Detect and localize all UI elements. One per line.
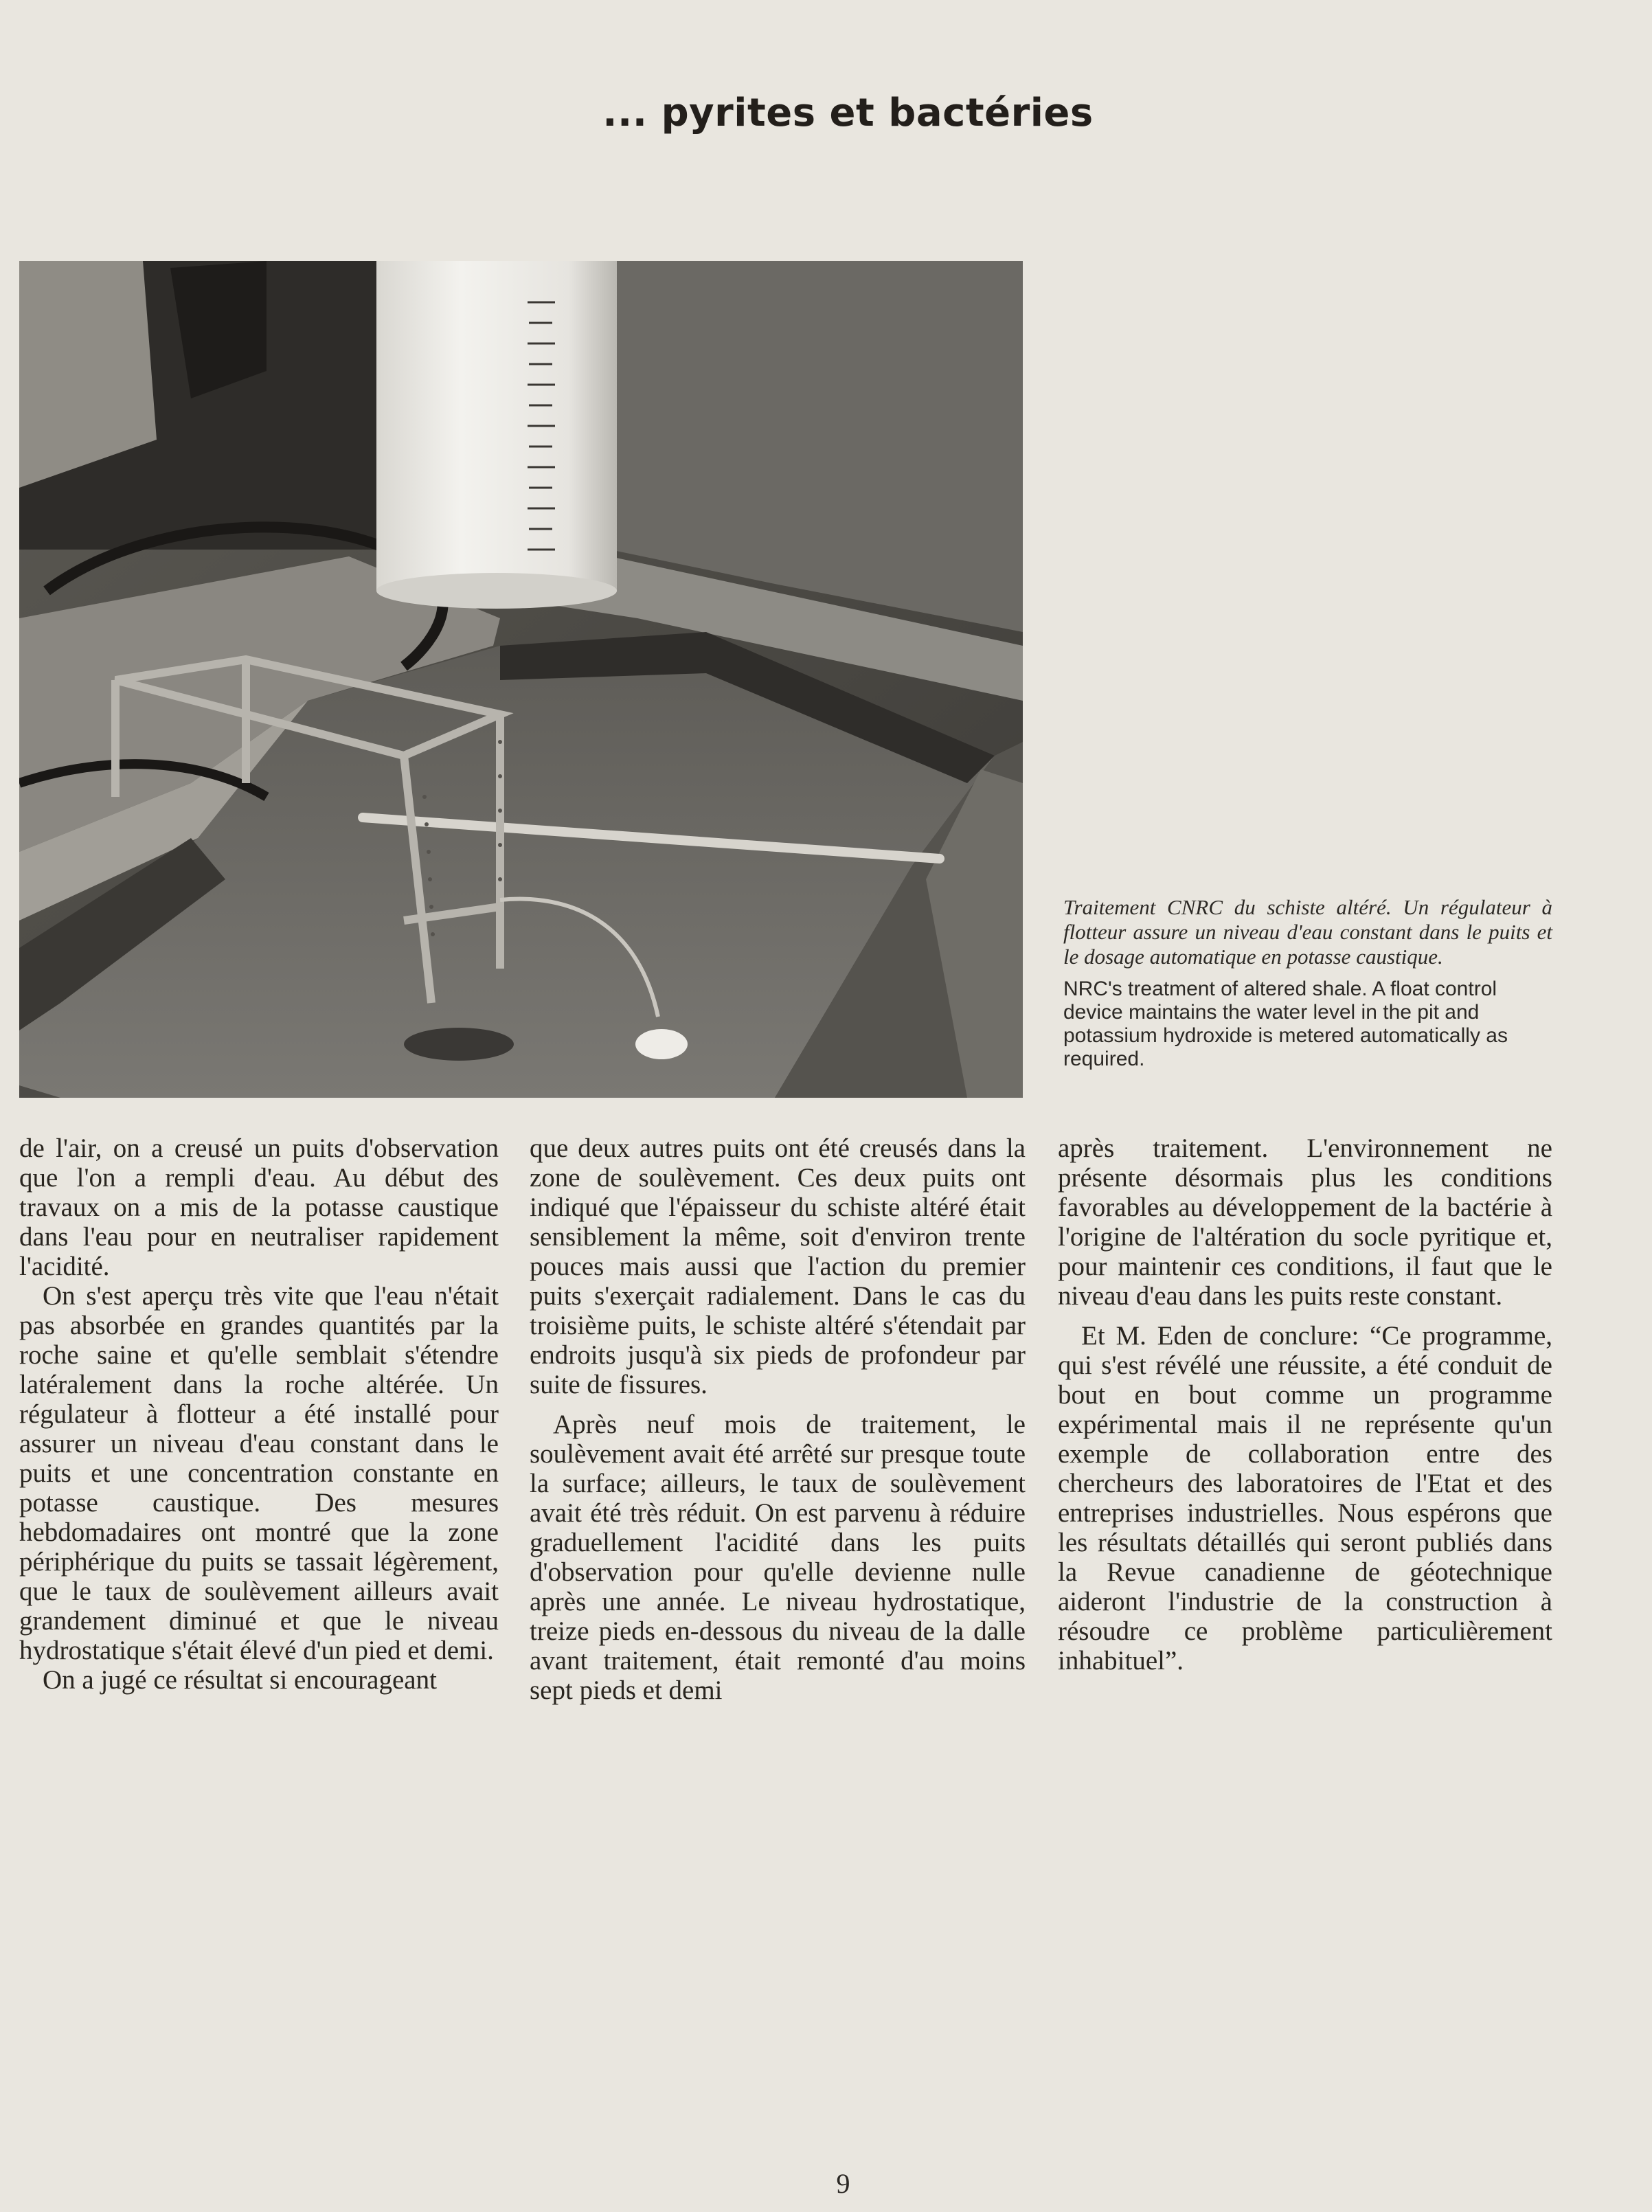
photo-caption [1063, 895, 1552, 1071]
page-title: ... pyrites et bactéries [602, 91, 1094, 135]
paragraph: On s'est aperçu très vite que l'eau n'était pas absorbée en grandes quantités par la roche saine et qu'elle semblait s'étendre latéralement dans la roche altérée. Un régulateur à flotteur a été installé pour assurer un niveau d'eau constant dans le puits et une concentration constante en potasse caustique. Des mesures hebdomadaires ont montré que la zone périphérique du puits se tassait légèrement, que le taux de soulèvement ailleurs avait grandement diminué et que le niveau hydrostatique s'était élevé d'un pied et demi. [19, 1281, 499, 1665]
caption-french: Traitement CNRC du schiste altéré. Un régulateur à flotteur assure un niveau d'eau constant dans le puits et le dosage automatique en potasse caustique. [1063, 895, 1552, 969]
page-number: 9 [836, 2168, 850, 2199]
text-column-3 [1058, 1133, 1552, 1675]
paragraph: On a jugé ce résultat si encourageant [43, 1665, 437, 1695]
treatment-pit-photo [19, 261, 1023, 1098]
caption-english: NRC's treatment of altered shale. A float control device maintains the water level in the pit and potassium hydroxide is metered automatically as required. [1063, 978, 1508, 1070]
paragraph: que deux autres puits ont été creusés dans la zone de soulèvement. Ces deux puits ont indiqué que l'épaisseur du schiste altéré était sensiblement la même, soit d'environ trente pouces mais aussi que l'action du premier puits s'exerçait radialement. Dans le cas du troisième puits, le schiste altéré s'étendait par endroits jusqu'à six pieds de profondeur par suite de fissures. [530, 1133, 1026, 1399]
paragraph: Et M. Eden de conclure: “Ce programme, qui s'est révélé une réussite, a été conduit de bout en bout comme un programme expérimental mais il ne représente qu'un exemple de collaboration entre des chercheurs des laboratoires de l'Etat et des entreprises industrielles. Nous espérons que les résultats détaillés qui seront publiés dans la Revue canadienne de géotechnique aideront l'industrie de la construction à résoudre ce problème particulièrement inhabituel”. [1058, 1321, 1552, 1675]
paragraph: Après neuf mois de traitement, le soulèvement avait été arrêté sur presque toute la surface; ailleurs, le taux de soulèvement avait été très réduit. On est parvenu à réduire graduellement l'acidité dans les puits d'observation pour qu'elle devienne nulle après une année. Le niveau hydrostatique, treize pieds en-dessous du niveau de la dalle avant traitement, était remonté d'au moins sept pieds et demi [530, 1410, 1026, 1705]
text-column-2 [530, 1133, 1026, 1705]
paragraph: de l'air, on a creusé un puits d'observation que l'on a rempli d'eau. Au début des travaux on a mis de la potasse caustique dans l'eau pour en neutraliser rapidement l'acidité. [19, 1133, 499, 1281]
paragraph: après traitement. L'environnement ne présente désormais plus les conditions favorables au développement de la bactérie à l'origine de l'altération du socle pyritique et, pour maintenir ces conditions, il faut que le niveau d'eau dans les puits reste constant. [1058, 1133, 1552, 1311]
text-column-1 [19, 1133, 499, 1695]
